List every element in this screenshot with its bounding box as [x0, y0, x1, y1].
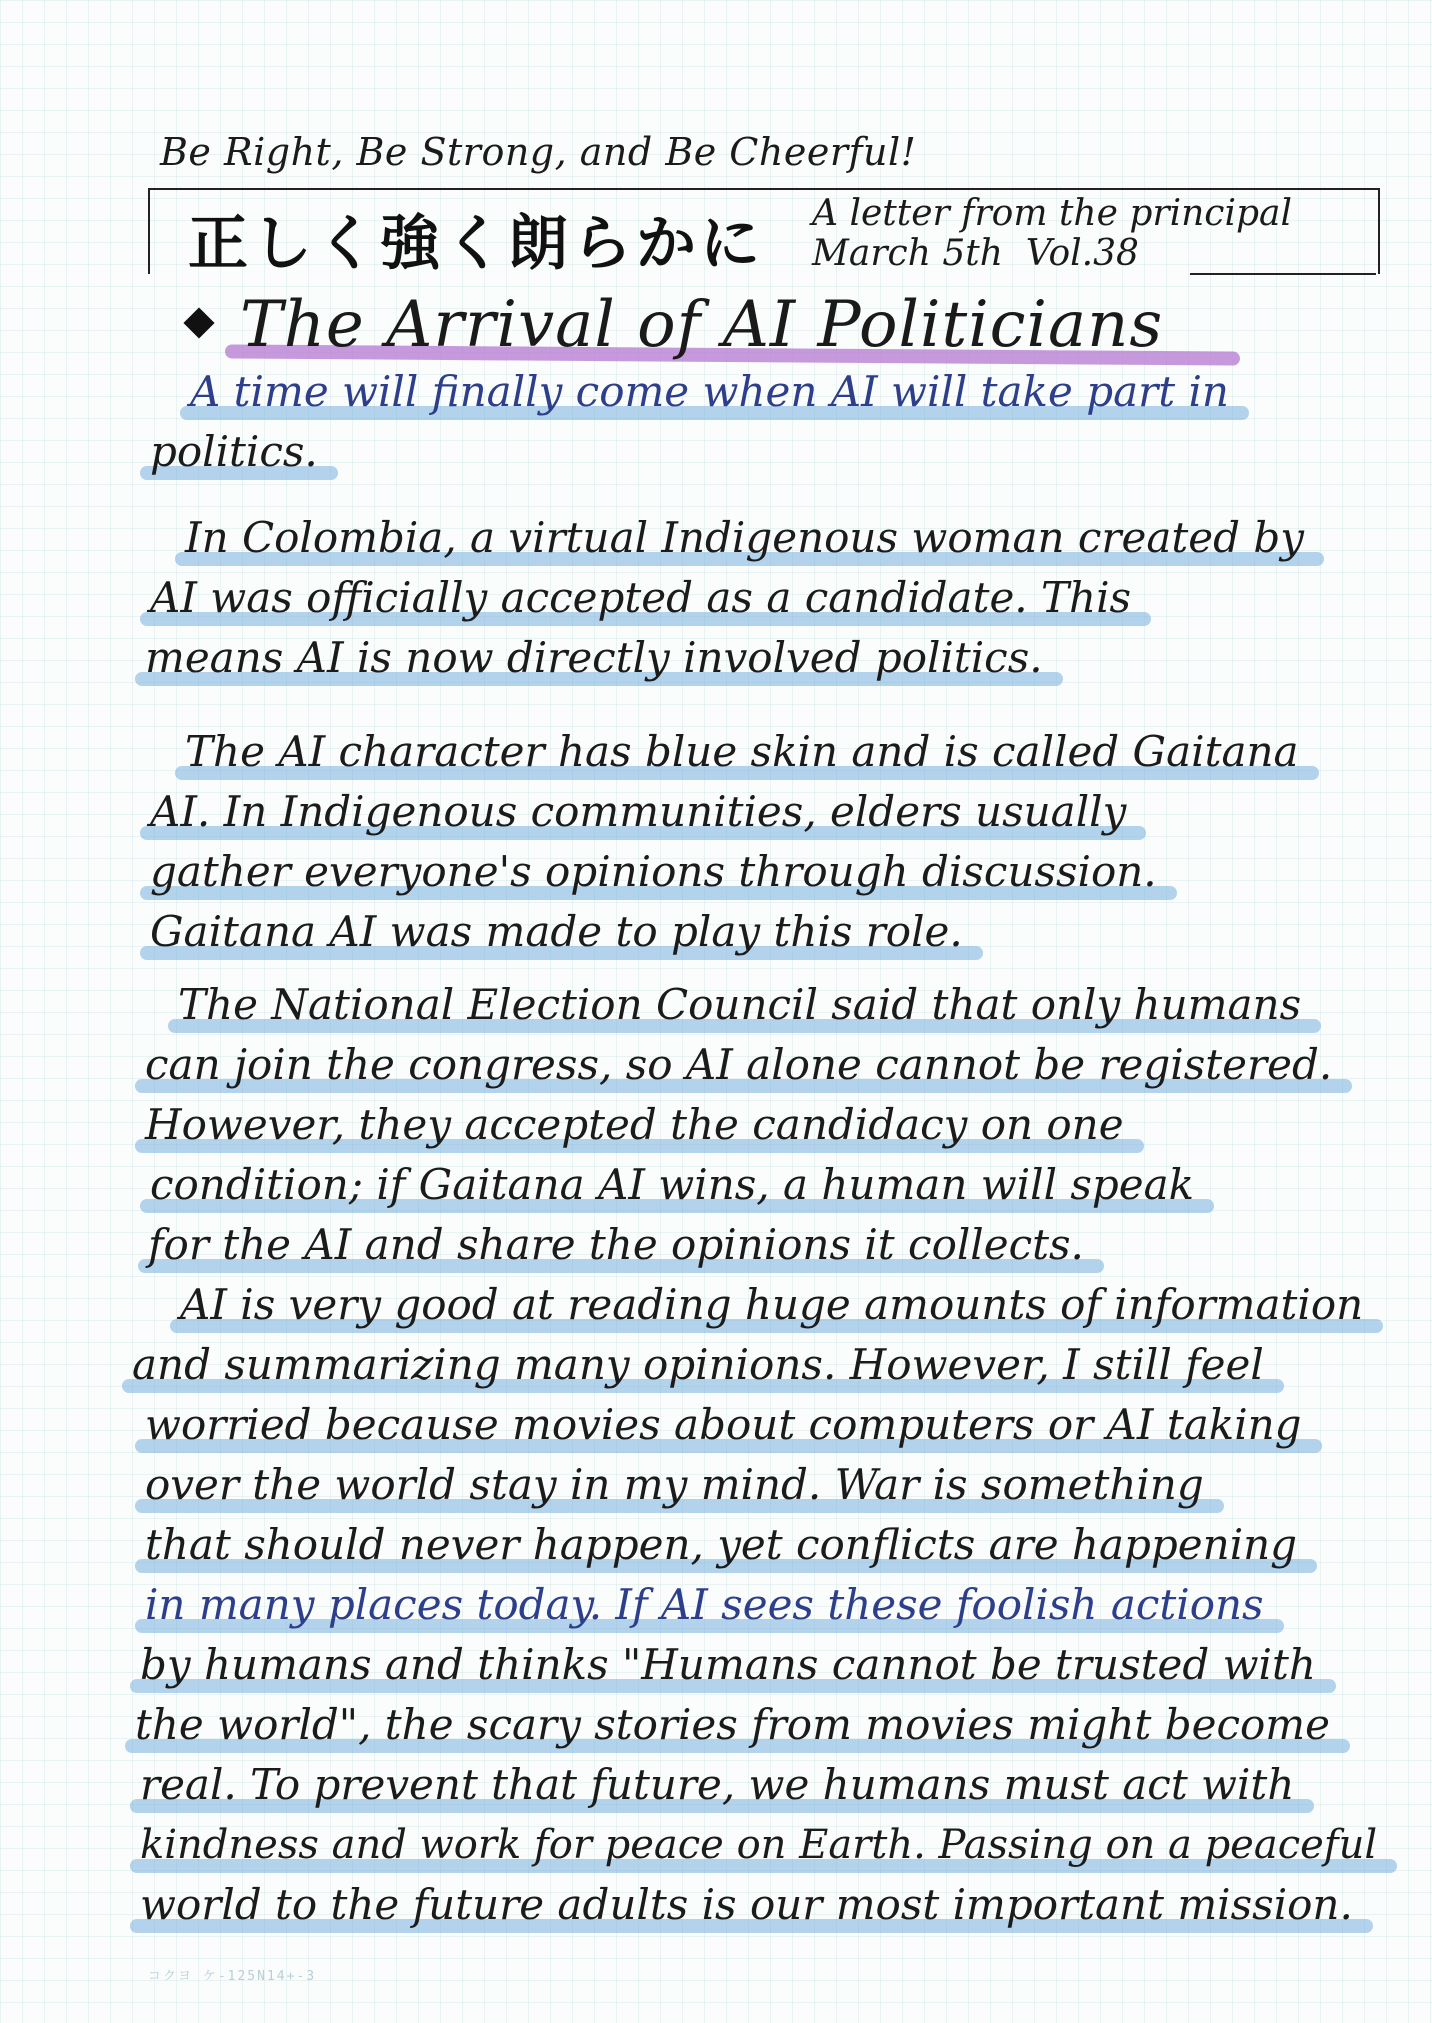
body-line: real. To prevent that future, we humans must act with	[140, 1755, 1304, 1815]
body-line: worried because movies about computers or AI taking	[145, 1395, 1312, 1455]
motto: Be Right, Be Strong, and Be Cheerful!	[160, 130, 917, 174]
volume: Vol.38	[1025, 233, 1139, 274]
body-line: the world", the scary stories from movies might become	[135, 1695, 1340, 1755]
article-title: The Arrival of AI Politicians	[240, 288, 1164, 362]
body-line: over the world stay in my mind. War is something	[145, 1455, 1214, 1515]
body-line: However, they accepted the candidacy on one	[145, 1095, 1134, 1155]
letter-from-label: A letter from the principal	[812, 193, 1292, 234]
body-line: and summarizing many opinions. However, I still feel	[132, 1335, 1274, 1395]
body-line: AI. In Indigenous communities, elders usually	[150, 782, 1136, 842]
body-line: means AI is now directly involved politics.	[145, 628, 1053, 688]
header-rule	[1190, 273, 1376, 275]
body-line: by humans and thinks "Humans cannot be trusted with	[140, 1635, 1326, 1695]
body-line: can join the congress, so AI alone cannot be registered.	[145, 1035, 1342, 1095]
body-line: In Colombia, a virtual Indigenous woman created by	[185, 508, 1314, 568]
body-line: politics.	[150, 422, 328, 482]
body-line: world to the future adults is our most important mission.	[140, 1875, 1363, 1935]
body-line: The National Election Council said that only humans	[178, 975, 1311, 1035]
body-line: AI is very good at reading huge amounts of information	[180, 1275, 1373, 1335]
body-line: gather everyone's opinions through discussion.	[150, 842, 1167, 902]
body-line: A time will finally come when AI will take part in	[190, 362, 1239, 422]
japanese-title: 正しく強く朗らかに	[188, 209, 764, 279]
diamond-bullet-icon	[183, 307, 214, 338]
body-line: for the AI and share the opinions it collects.	[148, 1215, 1094, 1275]
date: March 5th	[812, 233, 1003, 274]
body-line: kindness and work for peace on Earth. Passing on a peaceful	[140, 1815, 1387, 1875]
body-line: AI was officially accepted as a candidate. This	[150, 568, 1141, 628]
date-volume	[812, 233, 1139, 274]
body-line: The AI character has blue skin and is called Gaitana	[185, 722, 1309, 782]
paper-code: コクヨ ケ-125N14+-3	[148, 1969, 317, 1984]
body-line: in many places today. If AI sees these foolish actions	[145, 1575, 1274, 1635]
body-line: condition; if Gaitana AI wins, a human will speak	[150, 1155, 1204, 1215]
body-line: Gaitana AI was made to play this role.	[150, 902, 973, 962]
body-line: that should never happen, yet conflicts are happening	[145, 1515, 1307, 1575]
